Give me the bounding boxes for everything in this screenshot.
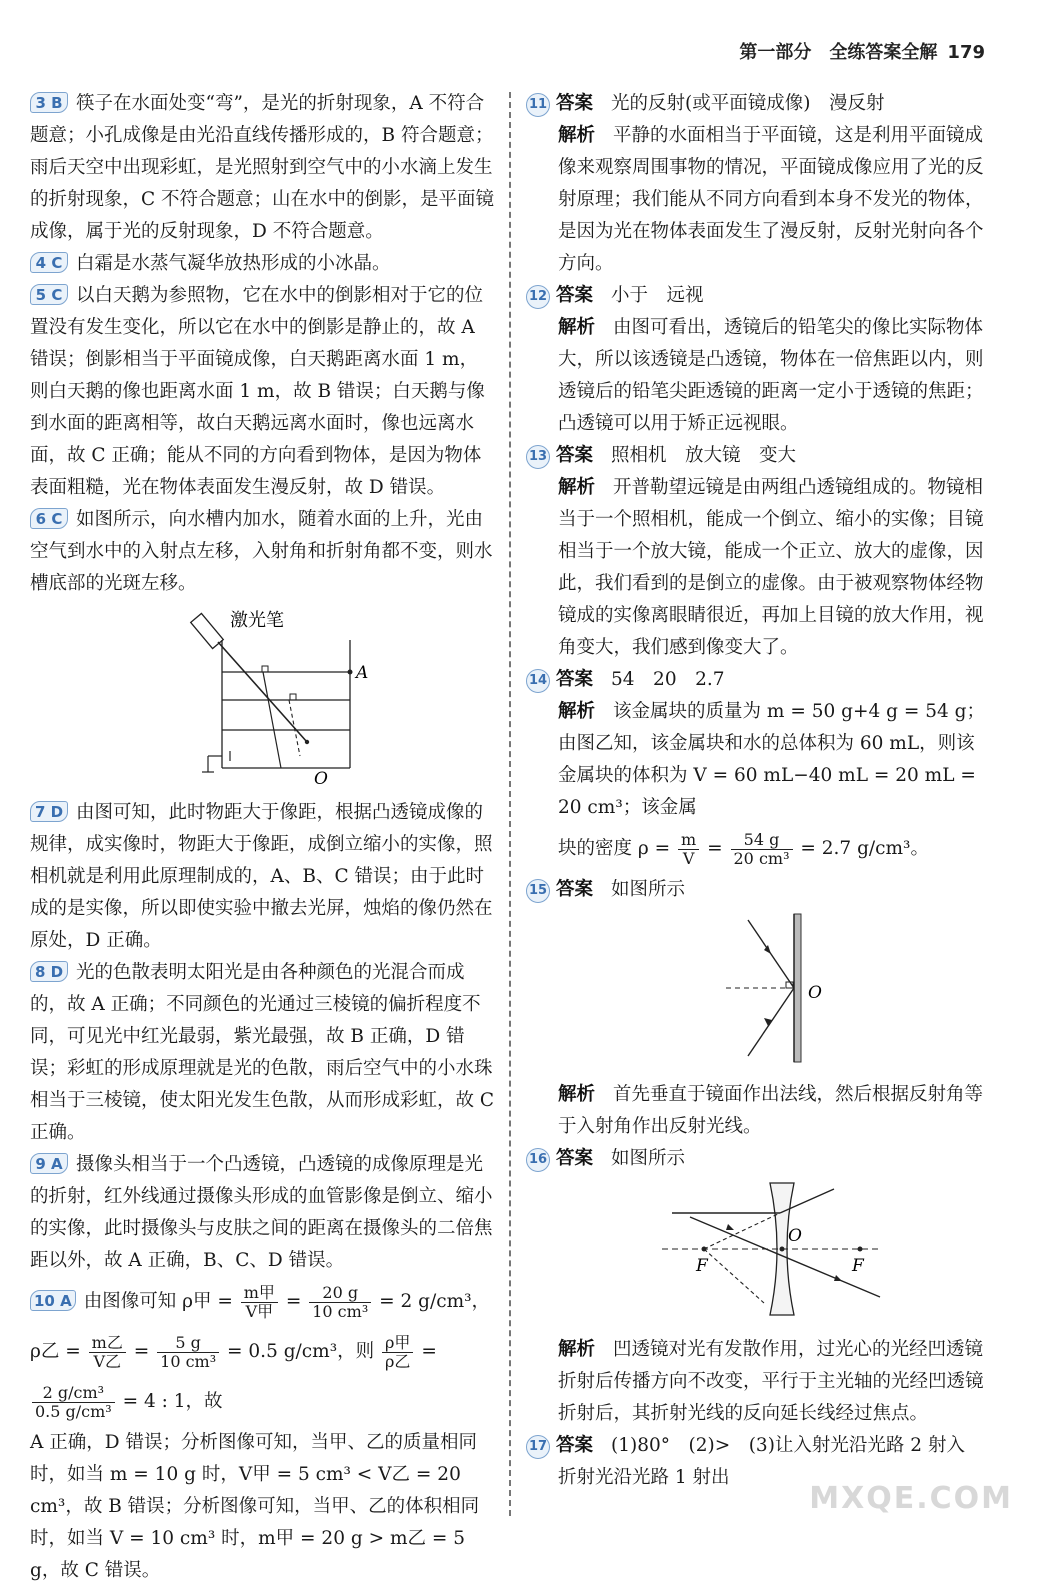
analysis-label: 解析 [558,477,596,498]
point-a-label: A [356,663,369,683]
answer-17-continued: 折射光沿光路 1 射出 [558,1467,730,1488]
fraction: $\frac{\text{m乙}}{\text{V乙}}$ [89,1334,126,1371]
fraction: $\frac{\text{ρ甲}}{\text{ρ乙}}$ [382,1334,413,1371]
answer-value: 54 20 2.7 [611,669,725,690]
question-number: 11 [526,93,550,117]
fraction: $\frac{20 g}{\text{10 cm³}}$ [309,1284,371,1321]
question-number: 13 [526,445,550,469]
analysis-label: 解析 [558,1084,596,1105]
answer-text: 如图所示，向水槽内加水，随着水面的上升，光由空气到水中的入射点左移，入射角和折射角都不变，则水槽底部的光斑左移。 [30,509,493,594]
fraction: $\frac{\text{2 g/cm³}}{\text{0.5 g/cm³}}$ [32,1384,115,1421]
answer-value: 光的反射(或平面镜成像) 漫反射 [611,93,885,114]
answer-value: 小于 远视 [611,285,704,306]
watermark: MXQE.COM [809,1481,1013,1516]
answer-13 [526,440,992,664]
focus-left-label: F [696,1256,708,1276]
answer-5 [30,280,496,504]
analysis-text: 凹透镜对光有发散作用，过光心的光经凹透镜折射后传播方向不改变，平行于主光轴的光经凹透镜折射后，其折射光线的反向延长线经过焦点。 [558,1339,984,1424]
answer-9 [30,1149,496,1277]
answer-10-continued: A 正确，D 错误；分析图像可知，当甲、乙的质量相同时，如当 m = 10 g 时，V甲 = 5 cm³ < V乙 = 20 cm³，故 B 错误；分析图像可知，当甲、乙的体积相同时，如当 V = 10 cm³ 时，m甲 = 20 g > m乙 = 5 g，故 C 错误。 [30,1432,480,1581]
formula-text: 由图像可知 ρ甲 = [83,1291,233,1312]
answer-10: 10 A 由图像可知 ρ甲 = $\frac{\text{m甲}}{\text{V甲}}$ = $\frac{20 g}{\text{10 cm³}}$ = 2 g/cm³，ρ乙 = $\frac{\text{m乙}}{\text{V乙}}$ = $\frac{5 g}{\text{10 cm³}}$ = 0.5 g/cm³，则 $\frac{\text{ρ甲}}{\text{ρ乙}}$ = $\frac{\text{2 g/cm³}}{\text{0.5 g/cm³}}$ = 4 : 1，故 A 正确，D 错误；分析图像可知，当甲、乙的质量相同时，如当 m = 10 g 时，V甲 = 5 cm³ < V乙 = 20 cm³，故 B 错误；分析图像可知，当甲、乙的体积相同时，如当 V = 10 cm³ 时，m甲 = 20 g > m乙 = 5 g，故 C 错误。 [30,1277,496,1587]
answer-label: 答案 [556,285,594,306]
analysis-text: 开普勒望远镜是由两组凸透镜组成的。物镜相当于一个照相机，能成一个倒立、缩小的实像；目镜相当于一个放大镜，能成一个正立、放大的虚像，因此，我们看到的是倒立的虚像。由于被观察物体经物镜成的实像离眼睛很近，再加上目镜的放大作用，视角变大，我们感到像变大了。 [558,477,984,658]
answer-badge: 4 C [30,252,68,273]
answer-text: 以白天鹅为参照物，它在水中的倒影相对于它的位置没有发生变化，所以它在水中的倒影是静止的，故 A 错误；倒影相当于平面镜成像，白天鹅距离水面 1 m，则白天鹅的像也距离水面 1 m，故 B 错误；白天鹅与像到水面的距离相等，故白天鹅远离水面时，像也远离水面，故 C 正确；能从不同的方向看到物体，是因为物体表面粗糙，光在物体表面发生漫反射，故 D 错误。 [30,285,485,498]
answer-badge: 5 C [30,284,68,305]
plane-mirror [794,914,801,1062]
question-number: 12 [526,285,550,309]
optical-center-label: O [788,1226,802,1246]
answer-badge: 9 A [30,1153,68,1174]
fraction: $\frac{m}{V}$ [678,831,699,868]
section-title: 第一部分 全练答案全解 [739,42,938,63]
answer-12 [526,280,992,440]
answer-label: 答案 [556,1148,594,1169]
page-header [739,38,985,64]
left-column [30,88,496,1587]
point-o-label: O [808,983,822,1003]
page-number: 179 [947,42,985,63]
answer-3 [30,88,496,248]
answer-badge: 8 D [30,961,68,982]
question-number: 16 [526,1148,550,1172]
answer-text: 白霜是水蒸气凝华放热形成的小冰晶。 [76,253,391,274]
focus-right-label: F [852,1256,864,1276]
answer-11 [526,88,992,280]
question-number: 14 [526,669,550,693]
answer-14: 14 答案 54 20 2.7 解析 该金属块的质量为 m = 50 g+4 g = 54 g；由图乙知，该金属块和水的总体积为 60 mL，则该金属块的体积为 V = 60 mL−40 mL = 20 mL = 20 cm³；该金属 块的密度 ρ = $\frac{m}{V}$ = $\frac{54 g}{\text{20 cm³}}$ = 2.7 g/cm³。 [526,664,992,874]
answer-8 [30,957,496,1149]
answer-6 [30,504,496,797]
fraction: $\frac{54 g}{\text{20 cm³}}$ [731,831,793,868]
answer-7 [30,797,496,957]
fraction: $\frac{\text{m甲}}{\text{V甲}}$ [241,1284,278,1321]
answer-text: 筷子在水面处变“弯”，是光的折射现象，A 不符合题意；小孔成像是由光沿直线传播形成的，B 符合题意；雨后天空中出现彩虹，是光照射到空气中的小水滴上发生的折射现象，C 不符合题意；山在水中的倒影，是平面镜成像，属于光的反射现象，D 不符合题意。 [30,93,495,242]
answer-value: (1)80° (2)> (3)让入射光沿光路 2 射入 [611,1435,965,1456]
analysis-label: 解析 [558,701,596,722]
question-number: 15 [526,879,550,903]
answer-badge: 10 A [30,1290,76,1311]
laser-label: 激光笔 [230,610,284,631]
analysis-label: 解析 [558,317,596,338]
concave-lens-figure [526,1175,992,1323]
answer-badge: 7 D [30,801,68,822]
answer-label: 答案 [556,445,594,466]
column-divider [509,92,511,1516]
answer-label: 答案 [556,879,594,900]
answer-label: 答案 [556,669,594,690]
answer-text: 光的色散表明太阳光是由各种颜色的光混合而成的，故 A 正确；不同颜色的光通过三棱镜的偏折程度不同，可见光中红光最弱，紫光最强，故 B 正确，D 错误；彩虹的形成原理就是光的色散，雨后空气中的小水珠相当于三棱镜，使太阳光发生色散，从而形成彩虹，故 C 正确。 [30,962,495,1143]
fraction: $\frac{5 g}{\text{10 cm³}}$ [157,1334,219,1371]
answer-value: 如图所示 [611,879,686,900]
answer-value: 如图所示 [611,1148,686,1169]
answer-15 [526,874,992,1143]
answer-text: 由图可知，此时物距大于像距，根据凸透镜成像的规律，成实像时，物距大于像距，成倒立缩小的实像，照相机就是利用此原理制成的，A、B、C 错误；由于此时成的是实像，所以即使实验中撤去光屏，烛焰的像仍然在原处，D 正确。 [30,802,493,951]
answer-value: 照相机 放大镜 变大 [611,445,797,466]
right-column [526,88,992,1494]
answer-text: 摄像头相当于一个凸透镜，凸透镜的成像原理是光的折射，红外线通过摄像头形成的血管影像是倒立、缩小的实像，此时摄像头与皮肤之间的距离在摄像头的二倍焦距以外，故 A 正确，B、C、D 错误。 [30,1154,493,1271]
question-number: 17 [526,1435,550,1459]
point-o-label: O [314,769,328,786]
analysis-label: 解析 [558,125,596,146]
analysis-label: 解析 [558,1339,596,1360]
analysis-text: 平静的水面相当于平面镜，这是利用平面镜成像来观察周围事物的情况，平面镜成像应用了光的反射原理；我们能从不同方向看到本身不发光的物体，是因为光在物体表面发生了漫反射，反射光射向各个方向。 [558,125,984,274]
answer-label: 答案 [556,93,594,114]
analysis-text: 首先垂直于镜面作出法线，然后根据反射角等于入射角作出反射光线。 [558,1084,984,1137]
reflected-ray [748,988,794,1056]
answer-4 [30,248,496,280]
water-tank-figure [30,600,496,786]
answer-label: 答案 [556,1435,594,1456]
density-text: 块的密度 ρ = [558,838,671,859]
analysis-text: 由图可看出，透镜后的铅笔尖的像比实际物体大，所以该透镜是凸透镜，物体在一倍焦距以内，则透镜后的铅笔尖距透镜的距离一定小于透镜的焦距；凸透镜可以用于矫正远视眼。 [558,317,984,434]
answer-badge: 6 C [30,508,68,529]
mirror-reflection-figure [526,906,992,1068]
analysis-text: 该金属块的质量为 m = 50 g+4 g = 54 g；由图乙知，该金属块和水的总体积为 60 mL，则该金属块的体积为 V = 60 mL−40 mL = 20 mL = 20 cm³；该金属 [558,701,985,818]
answer-badge: 3 B [30,92,68,113]
answer-16 [526,1143,992,1430]
laser-beam [218,642,307,742]
